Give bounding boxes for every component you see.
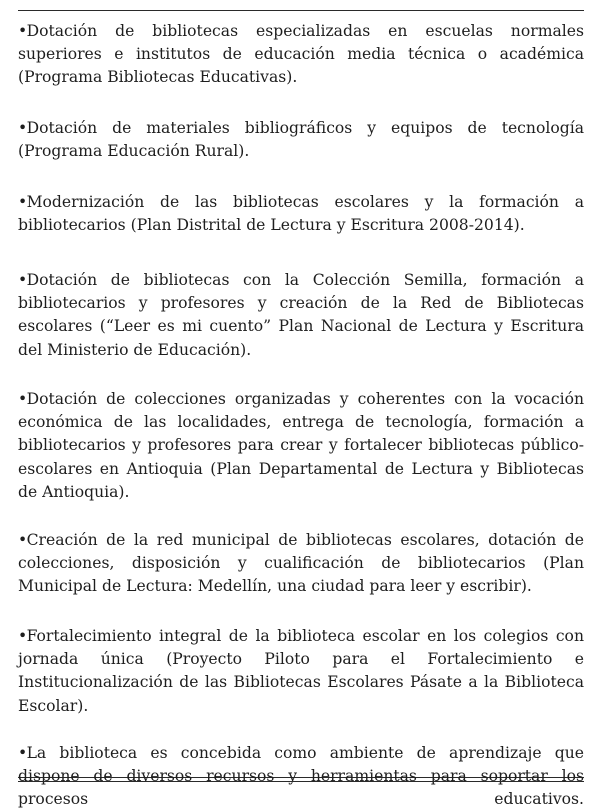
list-item-text: Fortalecimiento integral de la biblioteca escolar en los colegios con jornada única (Proyecto Piloto para el Fortalecimiento e Institucionalización de las Bibliotecas Escolares Pásate a la Biblioteca Escolar). [18, 627, 584, 715]
list-item-text: Dotación de colecciones organizadas y coherentes con la vocación económica de las localidades, entrega de tecnología, formación a bibliotecarios y profesores para crear y fortalecer bibliotecas público-escolares en Antioquia (Plan Departamental de Lectura y Bibliotecas de Antioquia). [18, 390, 584, 501]
list-item [18, 625, 584, 718]
bullet-icon: • [18, 271, 28, 289]
list-item [18, 117, 584, 163]
list-item [18, 529, 584, 599]
list-item [18, 191, 584, 237]
bullet-icon: • [18, 22, 28, 40]
list-item-text: La biblioteca es concebida como ambiente de aprendizaje que dispone de diversos recursos y herramientas para soportar los procesos educativos. [18, 744, 584, 809]
bullet-icon: • [18, 627, 28, 645]
bullet-icon: • [18, 531, 28, 549]
bullet-icon: • [18, 119, 28, 137]
list-item-text: Dotación de materiales bibliográficos y equipos de tecnología (Programa Educación Rural). [18, 119, 584, 161]
list-item [18, 388, 584, 504]
list-item [18, 742, 584, 812]
bottom-divider [18, 781, 584, 782]
list-item-text: Dotación de bibliotecas con la Colección Semilla, formación a bibliotecarios y profesores y creación de la Red de Bibliotecas escolares (“Leer es mi cuento” Plan Nacional de Lectura y Escritura del Ministerio de Educación). [18, 271, 584, 359]
bullet-icon: • [18, 390, 28, 408]
bullet-icon: • [18, 193, 28, 211]
bordered-text-box [18, 10, 584, 809]
list-item-text: Dotación de bibliotecas especializadas en escuelas normales superiores e institutos de educación media técnica o académica (Programa Bibliotecas Educativas). [18, 22, 584, 87]
list-item-text: Creación de la red municipal de bibliotecas escolares, dotación de colecciones, disposición y cualificación de bibliotecarios (Plan Municipal de Lectura: Medellín, una ciudad para leer y escribir). [18, 531, 584, 596]
list-item-text: Modernización de las bibliotecas escolares y la formación a bibliotecarios (Plan Distrital de Lectura y Escritura 2008-2014). [18, 193, 584, 235]
bullet-icon: • [18, 744, 28, 762]
list-item [18, 20, 584, 90]
list-item [18, 269, 584, 362]
